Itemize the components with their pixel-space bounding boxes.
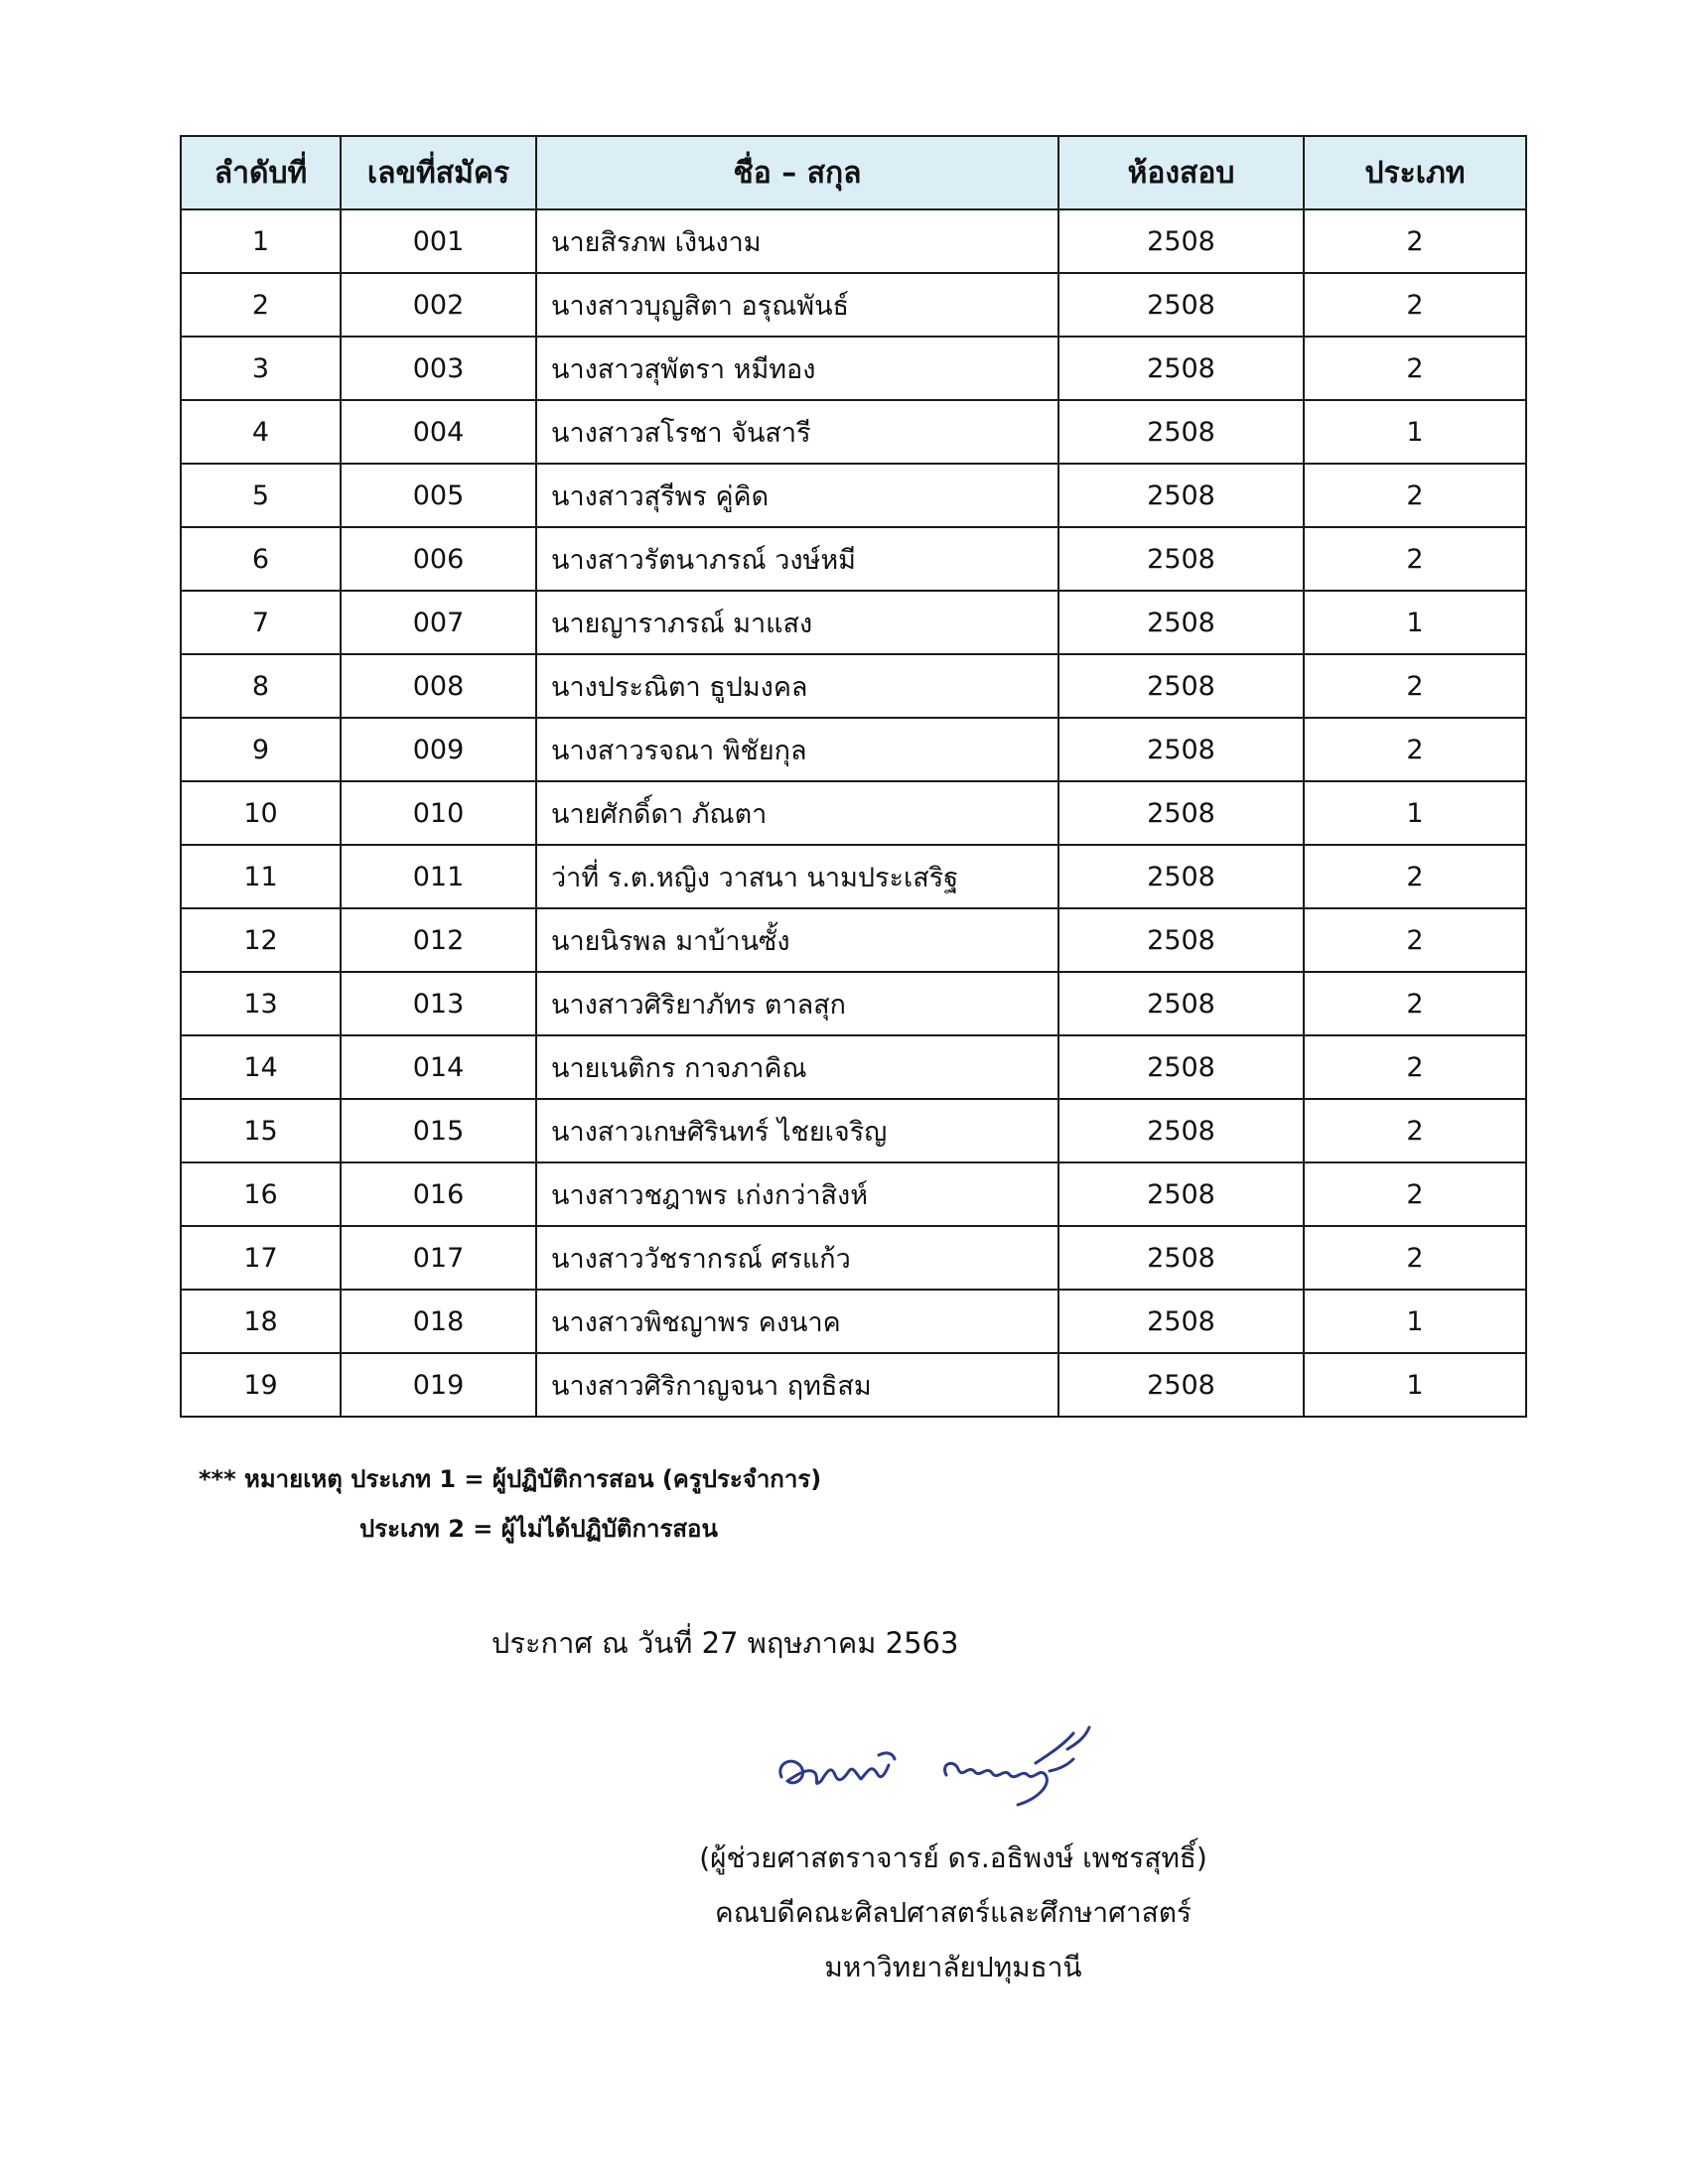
header-type: ประเภท <box>1304 136 1526 209</box>
table-row <box>181 527 1526 591</box>
header-exam-room: ห้องสอบ <box>1058 136 1304 209</box>
table-row <box>181 1162 1526 1226</box>
cell-application-no: 002 <box>341 273 536 337</box>
cell-type: 1 <box>1304 1290 1526 1353</box>
cell-exam-room: 2508 <box>1058 209 1304 273</box>
cell-application-no: 017 <box>341 1226 536 1290</box>
cell-order: 6 <box>181 527 341 591</box>
applicant-table <box>180 135 1527 1418</box>
note-type-1: *** หมายเหตุ ประเภท 1 = ผู้ปฏิบัติการสอน (ครูประจำการ) <box>199 1465 822 1493</box>
table-row <box>181 1226 1526 1290</box>
table-row <box>181 908 1526 972</box>
cell-exam-room: 2508 <box>1058 845 1304 908</box>
cell-full-name: นางสาวเกษศิรินทร์ ไชยเจริญ <box>536 1099 1058 1162</box>
note-type-2: ประเภท 2 = ผู้ไม่ได้ปฏิบัติการสอน <box>359 1515 718 1543</box>
cell-full-name: นางสาวศิริกาญจนา ฤทธิสม <box>536 1353 1058 1417</box>
cell-type: 2 <box>1304 1099 1526 1162</box>
cell-order: 11 <box>181 845 341 908</box>
cell-full-name: นางสาวรจณา พิชัยกุล <box>536 718 1058 781</box>
header-full-name: ชื่อ – สกุล <box>536 136 1058 209</box>
cell-order: 10 <box>181 781 341 845</box>
cell-full-name: นางสาวชฎาพร เก่งกว่าสิงห์ <box>536 1162 1058 1226</box>
cell-application-no: 007 <box>341 591 536 654</box>
cell-full-name: นายญาราภรณ์ มาแสง <box>536 591 1058 654</box>
cell-type: 2 <box>1304 1162 1526 1226</box>
cell-order: 18 <box>181 1290 341 1353</box>
cell-exam-room: 2508 <box>1058 273 1304 337</box>
cell-application-no: 006 <box>341 527 536 591</box>
signatory-position: คณบดีคณะศิลปศาสตร์และศึกษาศาสตร์ <box>715 1896 1192 1929</box>
cell-application-no: 003 <box>341 337 536 400</box>
cell-full-name: นางสาวสุพัตรา หมีทอง <box>536 337 1058 400</box>
table-row <box>181 337 1526 400</box>
cell-exam-room: 2508 <box>1058 654 1304 718</box>
cell-type: 2 <box>1304 908 1526 972</box>
cell-exam-room: 2508 <box>1058 718 1304 781</box>
table-row <box>181 464 1526 527</box>
cell-full-name: ว่าที่ ร.ต.หญิง วาสนา นามประเสริฐ <box>536 845 1058 908</box>
table-row <box>181 1035 1526 1099</box>
cell-exam-room: 2508 <box>1058 972 1304 1035</box>
cell-type: 2 <box>1304 337 1526 400</box>
header-application-no: เลขที่สมัคร <box>341 136 536 209</box>
cell-type: 1 <box>1304 400 1526 464</box>
cell-order: 2 <box>181 273 341 337</box>
cell-exam-room: 2508 <box>1058 1162 1304 1226</box>
signatory-organization: มหาวิทยาลัยปทุมธานี <box>824 1951 1082 1983</box>
table-row <box>181 845 1526 908</box>
cell-exam-room: 2508 <box>1058 1099 1304 1162</box>
cell-application-no: 004 <box>341 400 536 464</box>
cell-type: 2 <box>1304 273 1526 337</box>
cell-order: 1 <box>181 209 341 273</box>
cell-order: 3 <box>181 337 341 400</box>
cell-type: 2 <box>1304 972 1526 1035</box>
cell-order: 7 <box>181 591 341 654</box>
cell-application-no: 013 <box>341 972 536 1035</box>
cell-full-name: นางสาวสุรีพร คู่คิด <box>536 464 1058 527</box>
cell-full-name: นายสิรภพ เงินงาม <box>536 209 1058 273</box>
cell-application-no: 010 <box>341 781 536 845</box>
table-row <box>181 591 1526 654</box>
cell-type: 2 <box>1304 1226 1526 1290</box>
cell-type: 1 <box>1304 1353 1526 1417</box>
cell-application-no: 001 <box>341 209 536 273</box>
cell-order: 5 <box>181 464 341 527</box>
table-row <box>181 1290 1526 1353</box>
cell-full-name: นางสาวศิริยาภัทร ตาลสุก <box>536 972 1058 1035</box>
cell-order: 13 <box>181 972 341 1035</box>
table-row <box>181 1353 1526 1417</box>
signatory-name: (ผู้ช่วยศาสตราจารย์ ดร.อธิพงษ์ เพชรสุทธิ์) <box>699 1842 1207 1874</box>
cell-application-no: 012 <box>341 908 536 972</box>
cell-order: 15 <box>181 1099 341 1162</box>
cell-exam-room: 2508 <box>1058 591 1304 654</box>
cell-application-no: 016 <box>341 1162 536 1226</box>
cell-type: 2 <box>1304 845 1526 908</box>
cell-type: 1 <box>1304 591 1526 654</box>
table-row <box>181 718 1526 781</box>
cell-order: 9 <box>181 718 341 781</box>
cell-type: 1 <box>1304 781 1526 845</box>
cell-type: 2 <box>1304 464 1526 527</box>
cell-order: 16 <box>181 1162 341 1226</box>
cell-exam-room: 2508 <box>1058 400 1304 464</box>
table-row <box>181 1099 1526 1162</box>
cell-type: 2 <box>1304 718 1526 781</box>
cell-exam-room: 2508 <box>1058 337 1304 400</box>
table-row <box>181 273 1526 337</box>
cell-full-name: นางประณิตา ธูปมงคล <box>536 654 1058 718</box>
cell-application-no: 009 <box>341 718 536 781</box>
cell-order: 4 <box>181 400 341 464</box>
cell-full-name: นางสาววัชรากรณ์ ศรแก้ว <box>536 1226 1058 1290</box>
cell-type: 2 <box>1304 1035 1526 1099</box>
cell-order: 12 <box>181 908 341 972</box>
table-row <box>181 781 1526 845</box>
cell-full-name: นายศักดิ์ดา ภัณตา <box>536 781 1058 845</box>
cell-order: 8 <box>181 654 341 718</box>
cell-application-no: 018 <box>341 1290 536 1353</box>
cell-order: 14 <box>181 1035 341 1099</box>
cell-order: 19 <box>181 1353 341 1417</box>
cell-application-no: 005 <box>341 464 536 527</box>
cell-exam-room: 2508 <box>1058 1035 1304 1099</box>
header-order: ลำดับที่ <box>181 136 341 209</box>
cell-application-no: 008 <box>341 654 536 718</box>
cell-full-name: นางสาวสโรชา จันสารี <box>536 400 1058 464</box>
cell-application-no: 014 <box>341 1035 536 1099</box>
table-body <box>181 209 1526 1417</box>
cell-application-no: 015 <box>341 1099 536 1162</box>
cell-full-name: นางสาวบุญสิตา อรุณพันธ์ <box>536 273 1058 337</box>
cell-full-name: นางสาวรัตนาภรณ์ วงษ์หมี <box>536 527 1058 591</box>
announcement-date: ประกาศ ณ วันที่ 27 พฤษภาคม 2563 <box>492 1626 959 1660</box>
cell-exam-room: 2508 <box>1058 464 1304 527</box>
table-row <box>181 972 1526 1035</box>
cell-full-name: นางสาวพิชญาพร คงนาค <box>536 1290 1058 1353</box>
cell-type: 2 <box>1304 654 1526 718</box>
cell-full-name: นายนิรพล มาบ้านซั้ง <box>536 908 1058 972</box>
cell-application-no: 011 <box>341 845 536 908</box>
cell-exam-room: 2508 <box>1058 1353 1304 1417</box>
cell-order: 17 <box>181 1226 341 1290</box>
cell-exam-room: 2508 <box>1058 527 1304 591</box>
cell-exam-room: 2508 <box>1058 1290 1304 1353</box>
cell-type: 2 <box>1304 527 1526 591</box>
cell-exam-room: 2508 <box>1058 1226 1304 1290</box>
handwritten-signature <box>770 1715 1127 1815</box>
cell-exam-room: 2508 <box>1058 781 1304 845</box>
table-header-row <box>181 136 1526 209</box>
table-row <box>181 400 1526 464</box>
cell-exam-room: 2508 <box>1058 908 1304 972</box>
cell-type: 2 <box>1304 209 1526 273</box>
cell-full-name: นายเนติกร กาจภาคิณ <box>536 1035 1058 1099</box>
table-row <box>181 654 1526 718</box>
table-row <box>181 209 1526 273</box>
cell-application-no: 019 <box>341 1353 536 1417</box>
